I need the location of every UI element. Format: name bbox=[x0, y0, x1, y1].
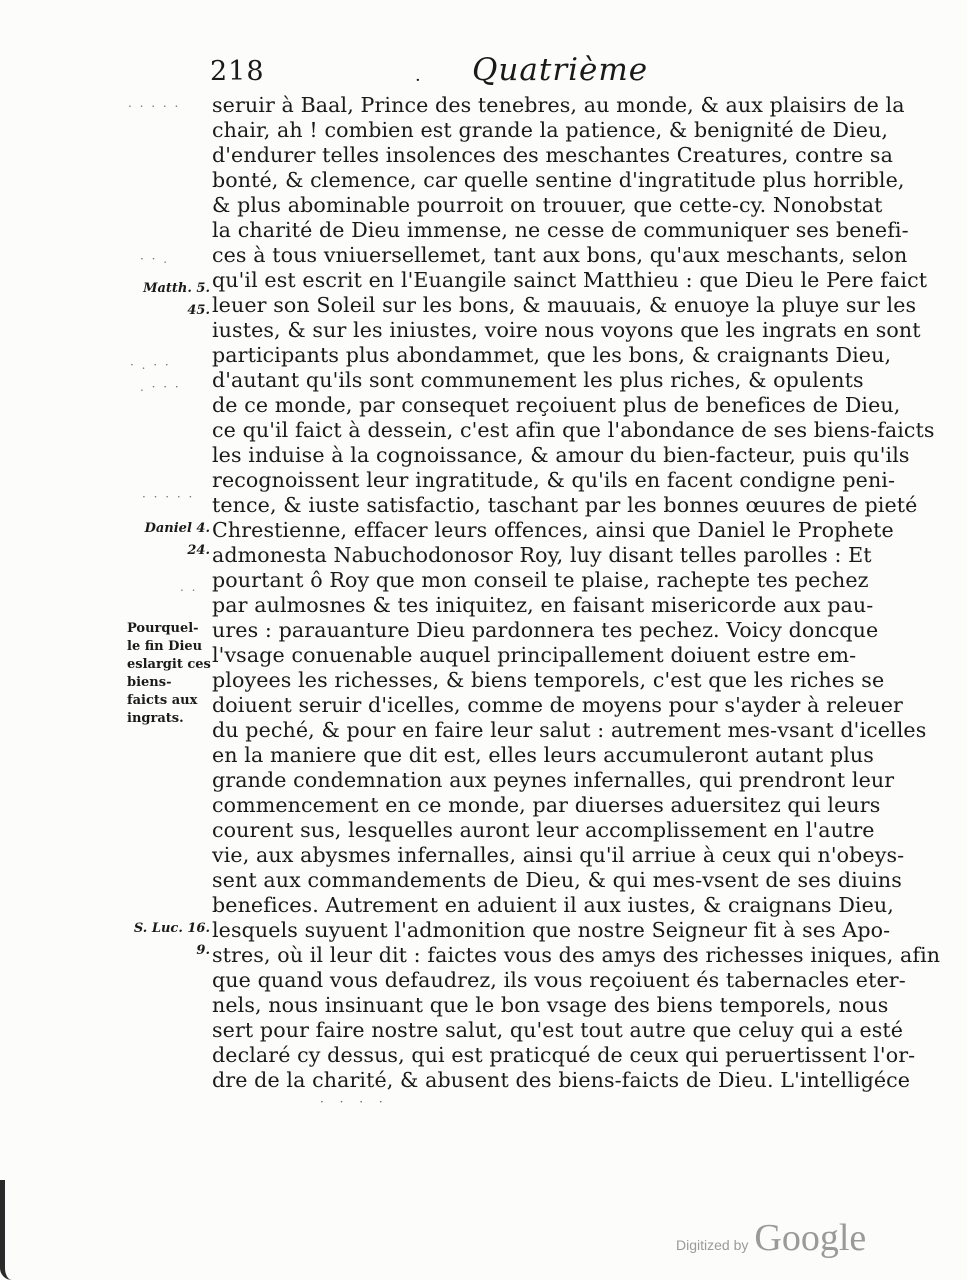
text-line: qu'il est escrit en l'Euangile sainct Matthieu : que Dieu le Pere faict bbox=[212, 268, 928, 292]
text-line: les induise à la cognoissance, & amour du bien-facteur, puis qu'ils bbox=[212, 443, 910, 467]
text-line: d'endurer telles insolences des meschantes Creatures, contre sa bbox=[212, 143, 893, 167]
margin-smudge: · · . bbox=[140, 252, 170, 266]
gloss-line: eslargit ces bbox=[127, 657, 211, 672]
text-line: de ce monde, par consequet reçoiuent plus de benefices de Dieu, bbox=[212, 393, 901, 417]
gloss-line: faicts aux bbox=[127, 693, 198, 708]
text-line: recognoissent leur ingratitude, & qu'ils en facent condigne peni- bbox=[212, 468, 896, 492]
text-line: grande condemnation aux peynes infernalles, qui prendront leur bbox=[212, 768, 895, 792]
footer-smudge: · · · · bbox=[320, 1095, 389, 1109]
text-line: commencement en ce monde, par diuerses aduersitez qui leurs bbox=[212, 793, 881, 817]
margin-smudge: · · · · · bbox=[142, 490, 195, 504]
text-line: vie, aux abysmes infernalles, ainsi qu'il arriue à ceux qui n'obeys- bbox=[212, 843, 905, 867]
gloss-line: Pourquel- bbox=[127, 621, 199, 636]
text-line: d'autant qu'ils sont communement les plus riches, & opulents bbox=[212, 368, 864, 392]
text-line: ures : parauanture Dieu pardonnera tes pechez. Voicy doncque bbox=[212, 618, 879, 642]
text-line: par aulmosnes & tes iniquitez, en faisant misericorde aux pau- bbox=[212, 593, 874, 617]
text-line: ce qu'il faict à dessein, c'est afin que l'abondance de ses biens-faicts bbox=[212, 418, 935, 442]
margin-ref-matthew bbox=[118, 278, 210, 322]
text-line: dre de la charité, & abusent des biens-faicts de Dieu. L'intelligéce bbox=[212, 1068, 911, 1092]
text-line: pourtant ô Roy que mon conseil te plaise, rachepte tes pechez bbox=[212, 568, 869, 592]
ref-line: 45. bbox=[187, 303, 210, 318]
gloss-line: biens- bbox=[127, 675, 172, 690]
text-line: bonté, & clemence, car quelle sentine d'ingratitude plus horrible, bbox=[212, 168, 905, 192]
gloss-line: ingrats. bbox=[127, 711, 184, 726]
ref-line: 24. bbox=[187, 543, 210, 558]
text-line: stres, où il leur dit : faictes vous des amys des richesses iniques, afin bbox=[212, 943, 941, 967]
text-line: doiuent seruir d'icelles, comme de moyens pour s'ayder à releuer bbox=[212, 693, 903, 717]
text-line: tence, & iuste satisfactio, taschant par les bonnes œuures de pieté bbox=[212, 493, 918, 517]
text-line: benefices. Autrement en aduient il aux iustes, & craignans Dieu, bbox=[212, 893, 894, 917]
running-head bbox=[210, 52, 850, 92]
text-line: en la maniere que dit est, elles leurs accumuleront autant plus bbox=[212, 743, 874, 767]
ornament-dot: · bbox=[415, 70, 421, 91]
text-line: participants plus abondammet, que les bons, & craignants Dieu, bbox=[212, 343, 892, 367]
text-line: nels, nous insinuant que le bon vsage des biens temporels, nous bbox=[212, 993, 889, 1017]
text-line: sent aux commandements de Dieu, & qui mes-vsent de ses diuins bbox=[212, 868, 902, 892]
digitized-watermark bbox=[676, 1216, 866, 1260]
running-title: Quatrième bbox=[472, 52, 649, 88]
margin-ref-daniel bbox=[118, 518, 210, 562]
text-line: sert pour faire nostre salut, qu'est tout autre que celuy qui a esté bbox=[212, 1018, 904, 1042]
gloss-line: le fin Dieu bbox=[127, 639, 203, 654]
text-line: seruir à Baal, Prince des tenebres, au monde, & aux plaisirs de la bbox=[212, 93, 905, 117]
text-line: declaré cy dessus, qui est praticqué de ceux qui peruertissent l'or- bbox=[212, 1043, 916, 1067]
text-line: & plus abominable pourroit on trouuer, que cette-cy. Nonobstat bbox=[212, 193, 883, 217]
text-line: lesquels suyuent l'admonition que nostre Seigneur fit à ses Apo- bbox=[212, 918, 891, 942]
body-text bbox=[212, 93, 941, 1093]
ref-line: Matth. 5. bbox=[143, 281, 210, 296]
text-line: ces à tous vniuersellemet, tant aux bons, qu'aux meschants, selon bbox=[212, 243, 908, 267]
margin-smudge: . · · · bbox=[140, 380, 181, 394]
text-line: leuer son Soleil sur les bons, & mauuais, & enuoye la pluye sur les bbox=[212, 293, 917, 317]
ref-line: Daniel 4. bbox=[144, 521, 210, 536]
text-line: l'vsage conuenable auquel principallement doiuent estre em- bbox=[212, 643, 857, 667]
margin-ref-luke bbox=[118, 918, 210, 962]
margin-smudge: . . . . . bbox=[128, 96, 181, 110]
text-line: ployees les richesses, & biens temporels, c'est que les riches se bbox=[212, 668, 885, 692]
text-line: admonesta Nabuchodonosor Roy, luy disant telles parolles : Et bbox=[212, 543, 872, 567]
text-line: chair, ah ! combien est grande la patience, & benignité de Dieu, bbox=[212, 118, 889, 142]
page-number: 218 bbox=[210, 56, 265, 87]
text-line: Chrestienne, effacer leurs offences, ainsi que Daniel le Prophete bbox=[212, 518, 894, 542]
text-line: la charité de Dieu immense, ne cesse de communiquer ses benefi- bbox=[212, 218, 909, 242]
ref-line: 9. bbox=[196, 943, 210, 958]
watermark-prefix: Digitized by bbox=[676, 1237, 749, 1253]
margin-smudge: . . bbox=[180, 580, 198, 594]
watermark-brand: Google bbox=[754, 1217, 867, 1259]
ref-line: S. Luc. 16. bbox=[133, 921, 210, 936]
text-line: iustes, & sur les iniustes, voire nous voyons que les ingrats en sont bbox=[212, 318, 921, 342]
binding-edge bbox=[0, 1180, 27, 1280]
text-line: que quand vous defaudrez, ils vous reçoiuent és tabernacles eter- bbox=[212, 968, 906, 992]
margin-smudge: · . · · bbox=[130, 358, 171, 372]
text-line: du peché, & pour en faire leur salut : autrement mes-vsant d'icelles bbox=[212, 718, 927, 742]
text-line: courent sus, lesquelles auront leur accomplissement en l'autre bbox=[212, 818, 875, 842]
margin-gloss bbox=[127, 620, 217, 728]
